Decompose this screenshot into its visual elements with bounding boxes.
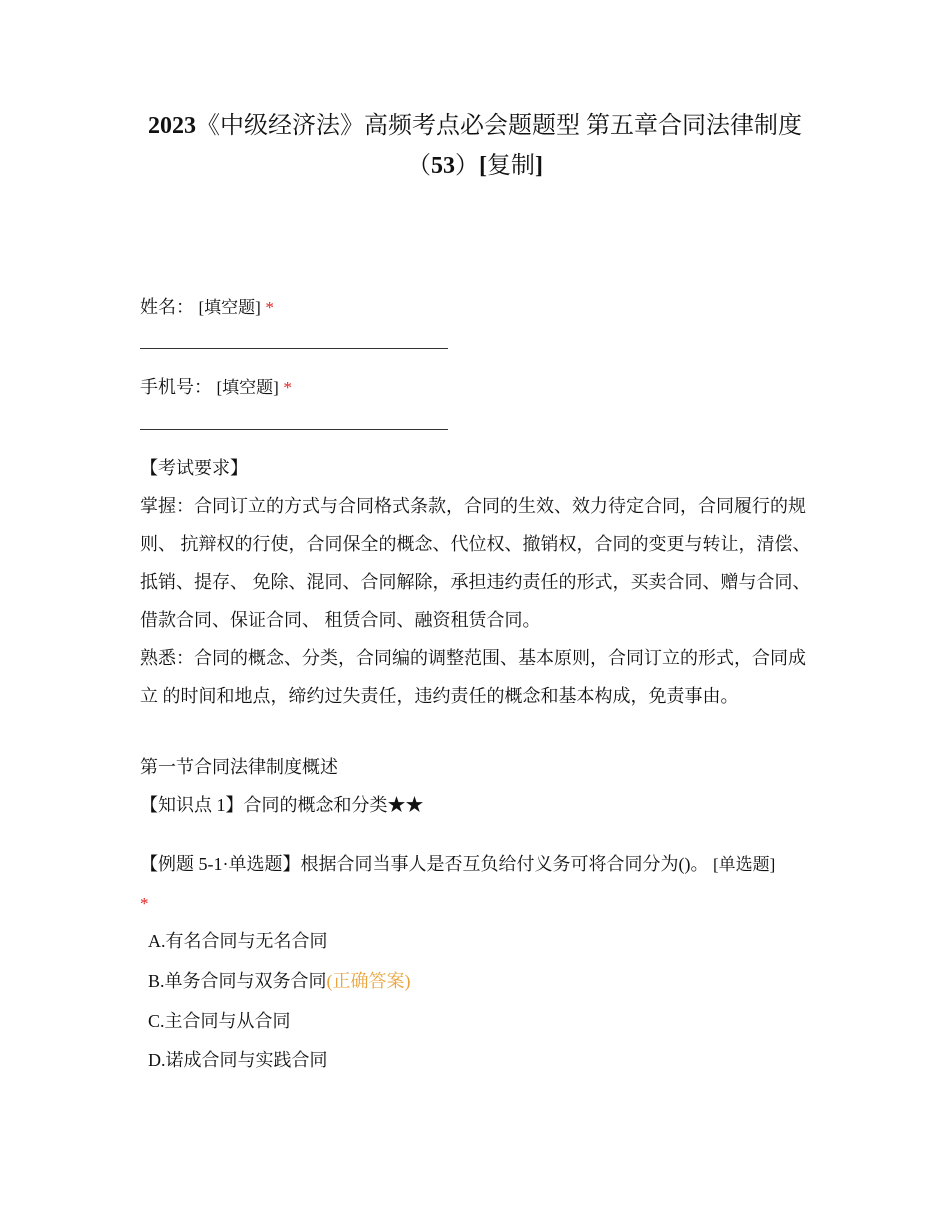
requirements-master: 掌握：合同订立的方式与合同格式条款，合同的生效、效力待定合同，合同履行的规则、 抗辩权的行使，合同保全的概念、代位权、撤销权，合同的变更与转让，清偿、抵销、提存、 免除、混同、合同解除，承担违约责任的形式，买卖合同、赠与合同、借款合同、保证合同、 租赁合同、融资租赁合同。 [140,496,811,630]
requirements-heading: 【考试要求】 [140,458,248,478]
section-title: 第一节合同法律制度概述 [140,757,338,777]
required-mark: * [265,298,274,317]
question-type-tag: [填空题] [216,378,279,397]
name-input-line[interactable] [140,348,448,349]
name-field-label: 姓名： [填空题] * [140,297,274,317]
question-type-tag: [单选题] [712,855,776,874]
knowledge-point: 【知识点 1】合同的概念和分类★★ [140,795,424,815]
required-mark: * [140,894,149,913]
option-c[interactable]: C.主合同与从合同 [148,1011,291,1031]
question-stem: 【例题 5-1·单选题】根据合同当事人是否互负给付义务可将合同分为()。 [单选题] * [140,854,776,913]
phone-input-line[interactable] [140,429,448,430]
option-d[interactable]: D.诺成合同与实践合同 [148,1050,328,1070]
question-type-tag: [填空题] [198,298,261,317]
required-mark: * [283,378,292,397]
option-b[interactable]: B.单务合同与双务合同(正确答案) [148,971,411,991]
phone-field-label: 手机号： [填空题] * [140,377,292,397]
correct-answer-marker: (正确答案) [326,971,411,991]
option-a[interactable]: A.有名合同与无名合同 [148,931,328,951]
page-title: 2023《中级经济法》高频考点必会题题型 第五章合同法律制度（53）[复制] [148,113,802,179]
requirements-familiar: 熟悉：合同的概念、分类，合同编的调整范围、基本原则，合同订立的形式，合同成立 的时间和地点，缔约过失责任，违约责任的概念和基本构成，免责事由。 [140,648,806,706]
